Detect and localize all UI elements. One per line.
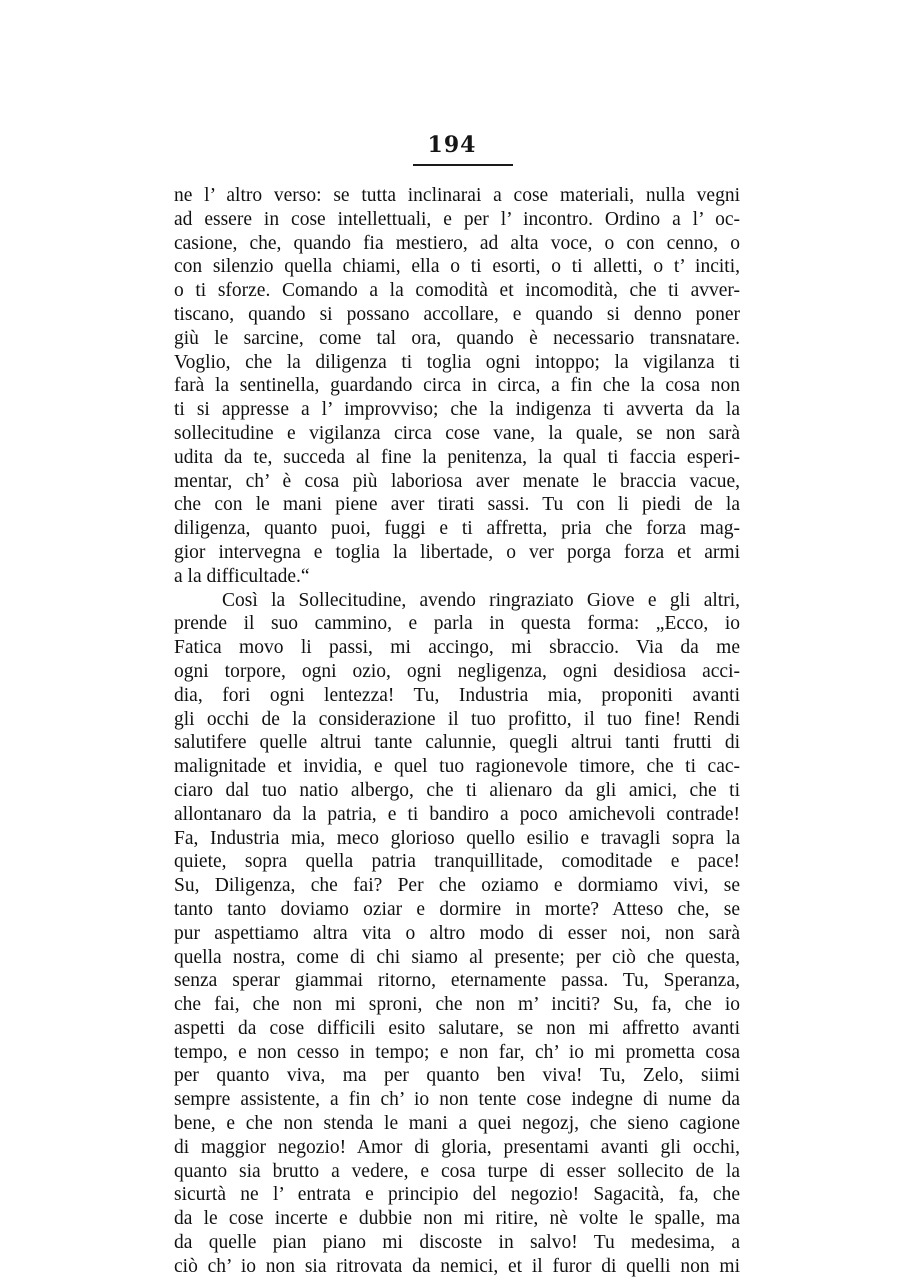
text-line: pur aspettiamo altra vita o altro modo di esser noi, non sarà [174, 922, 740, 944]
text-line: bene, e che non stenda le mani a quei negozj, che sieno cagione [174, 1113, 740, 1135]
text-line: aspetti da cose difficili esito salutare, se non mi affretto avanti [174, 1017, 740, 1039]
text-line: ti si appresse a l’ improvviso; che la indigenza ti avverta da la [174, 399, 740, 421]
body-text [174, 184, 740, 1279]
text-line: ciò ch’ io non sia ritrovata da nemici, et il furor di quelli non mi [174, 1255, 740, 1277]
text-line: quiete, sopra quella patria tranquillitade, comoditade e pace! [174, 851, 740, 873]
text-line: Fa, Industria mia, meco glorioso quello esilio e travagli sopra la [174, 827, 740, 849]
text-line: gior intervegna e toglia la libertade, o ver porga forza et armi [174, 541, 740, 563]
text-line: farà la sentinella, guardando circa in circa, a fin che la cosa non [174, 375, 740, 397]
text-line: ad essere in cose intellettuali, e per l’ incontro. Ordino a l’ oc- [174, 208, 740, 230]
text-line: Così la Sollecitudine, avendo ringraziato Giove e gli altri, [222, 589, 740, 611]
text-line: ogni torpore, ogni ozio, ogni negligenza, ogni desidiosa acci- [174, 660, 740, 682]
text-line: sempre assistente, a fin ch’ io non tente cose indegne di nume da [174, 1089, 740, 1111]
text-line: di maggior negozio! Amor di gloria, presentami avanti gli occhi, [174, 1136, 740, 1158]
text-line: per quanto viva, ma per quanto ben viva! Tu, Zelo, siimi [174, 1065, 740, 1087]
text-line: sollecitudine e vigilanza circa cose vane, la quale, se non sarà [174, 422, 740, 444]
text-line: che fai, che non mi sproni, che non m’ inciti? Su, fa, che io [174, 994, 740, 1016]
text-line: dia, fori ogni lentezza! Tu, Industria mia, proponiti avanti [174, 684, 740, 706]
text-line: diligenza, quanto puoi, fuggi e ti affretta, pria che forza mag- [174, 518, 740, 540]
text-line: a la difficultade.“ [174, 565, 310, 587]
text-line: da le cose incerte e dubbie non mi ritire, nè volte le spalle, ma [174, 1208, 740, 1230]
text-line: da quelle pian piano mi discoste in salvo! Tu medesima, a [174, 1232, 740, 1254]
text-line: senza sperar giammai ritorno, eternamente passa. Tu, Speranza, [174, 970, 740, 992]
text-line: quanto sia brutto a vedere, e cosa turpe di esser sollecito de la [174, 1160, 740, 1182]
text-line: ciaro dal tuo natio albergo, che ti alienaro da gli amici, che ti [174, 779, 740, 801]
text-line: allontanaro da la patria, e ti bandiro a poco amichevoli contrade! [174, 803, 740, 825]
text-line: sicurtà ne l’ entrata e principio del negozio! Sagacità, fa, che [174, 1184, 740, 1206]
page-number: 194 [427, 132, 477, 158]
text-line: malignitade et invidia, e quel tuo ragionevole timore, che ti cac- [174, 756, 740, 778]
text-line: udita da te, succeda al fine la penitenza, la qual ti faccia esperi- [174, 446, 740, 468]
text-line: Voglio, che la diligenza ti toglia ogni intoppo; la vigilanza ti [174, 351, 740, 373]
text-line: giù le sarcine, come tal ora, quando è necessario transnatare. [174, 327, 740, 349]
text-line: tempo, e non cesso in tempo; e non far, ch’ io mi prometta cosa [174, 1041, 740, 1063]
text-line: quella nostra, come di chi siamo al presente; per ciò che questa, [174, 946, 740, 968]
text-line: ne l’ altro verso: se tutta inclinarai a cose materiali, nulla vegni [174, 185, 740, 206]
text-line: Fatica movo li passi, mi accingo, mi sbraccio. Via da me [174, 637, 740, 659]
text-line: con silenzio quella chiami, ella o ti esorti, o ti alletti, o t’ inciti, [174, 256, 740, 278]
text-line: o ti sforze. Comando a la comodità et incomodità, che ti avver- [174, 280, 740, 302]
text-line: che con le mani piene aver tirati sassi. Tu con li piedi de la [174, 494, 740, 516]
text-line: mentar, ch’ è cosa più laboriosa aver menate le braccia vacue, [174, 470, 740, 492]
text-line: prende il suo cammino, e parla in questa forma: „Ecco, io [174, 613, 740, 635]
text-line: casione, che, quando fia mestiero, ad alta voce, o con cenno, o [174, 232, 740, 254]
text-line: tiscano, quando si possano accollare, e quando si denno poner [174, 303, 740, 325]
text-line: gli occhi de la considerazione il tuo profitto, il tuo fine! Rendi [174, 708, 740, 730]
text-line: Su, Diligenza, che fai? Per che oziamo e dormiamo vivi, se [174, 875, 740, 897]
text-line: salutifere quelle altrui tante calunnie, quegli altrui tanti frutti di [174, 732, 740, 754]
header-rule [413, 164, 513, 166]
text-line: tanto tanto doviamo oziar e dormire in morte? Atteso che, se [174, 898, 740, 920]
